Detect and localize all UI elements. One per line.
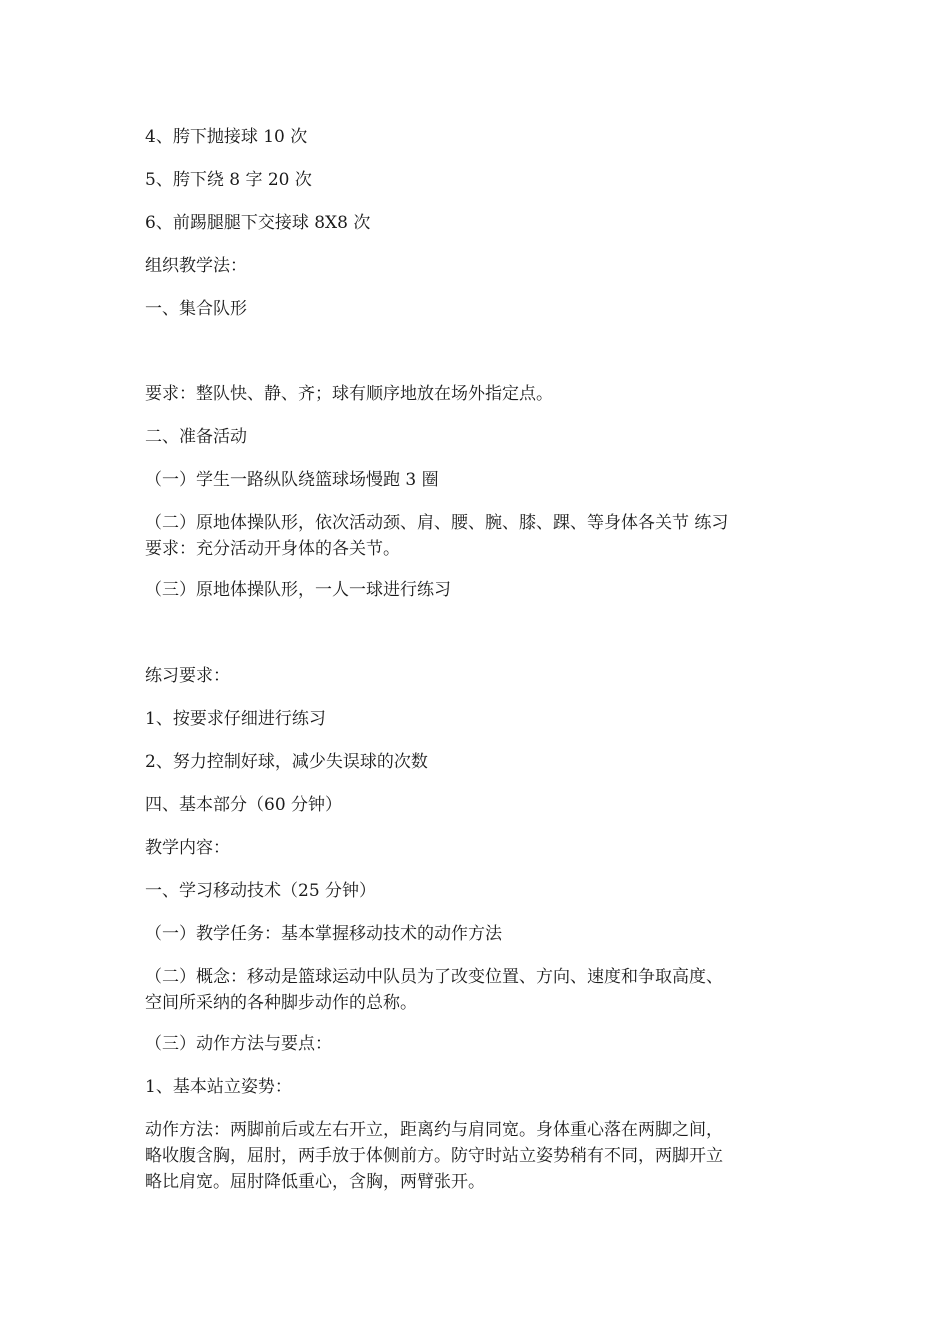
paragraph-line: 略比肩宽。屈肘降低重心，含胸，两臂张开。 (145, 1172, 485, 1192)
text-line: 6、前踢腿腿下交接球 8X8 次 (145, 213, 371, 233)
paragraph-line: 动作方法：两脚前后或左右开立，距离约与肩同宽。身体重心落在两脚之间， (145, 1120, 723, 1140)
section-heading: 教学内容： (145, 838, 230, 858)
text-line: 1、按要求仔细进行练习 (145, 709, 326, 729)
text-line: （三）原地体操队形，一人一球进行练习 (145, 580, 451, 600)
paragraph-line: 略收腹含胸，屈肘，两手放于体侧前方。防守时站立姿势稍有不同，两脚开立 (145, 1146, 723, 1166)
text-line: 5、胯下绕 8 字 20 次 (145, 170, 312, 190)
paragraph-joints (145, 510, 810, 562)
text-line: （一）教学任务：基本掌握移动技术的动作方法 (145, 924, 502, 944)
text-line: （一）学生一路纵队绕篮球场慢跑 3 圈 (145, 470, 439, 490)
paragraph-line: 要求：充分活动开身体的各关节。 (145, 539, 400, 559)
section-heading: 四、基本部分（60 分钟） (145, 795, 343, 815)
paragraph-line: （二）概念：移动是篮球运动中队员为了改变位置、方向、速度和争取高度、 (145, 967, 723, 987)
section-heading: 练习要求： (145, 666, 230, 686)
section-heading: （三）动作方法与要点： (145, 1034, 332, 1054)
section-heading: 组织教学法： (145, 256, 247, 276)
section-heading: 一、集合队形 (145, 299, 247, 319)
section-heading: 二、准备活动 (145, 427, 247, 447)
text-line: 2、努力控制好球，减少失误球的次数 (145, 752, 428, 772)
text-line: 4、胯下抛接球 10 次 (145, 127, 308, 147)
paragraph-concept (145, 964, 810, 1016)
section-heading: 1、基本站立姿势： (145, 1077, 292, 1097)
text-line: 要求：整队快、静、齐；球有顺序地放在场外指定点。 (145, 384, 553, 404)
paragraph-line: （二）原地体操队形，依次活动颈、肩、腰、腕、膝、踝、等身体各关节 练习 (145, 513, 729, 533)
section-heading: 一、学习移动技术（25 分钟） (145, 881, 377, 901)
paragraph-line: 空间所采纳的各种脚步动作的总称。 (145, 993, 417, 1013)
paragraph-method (145, 1117, 810, 1195)
